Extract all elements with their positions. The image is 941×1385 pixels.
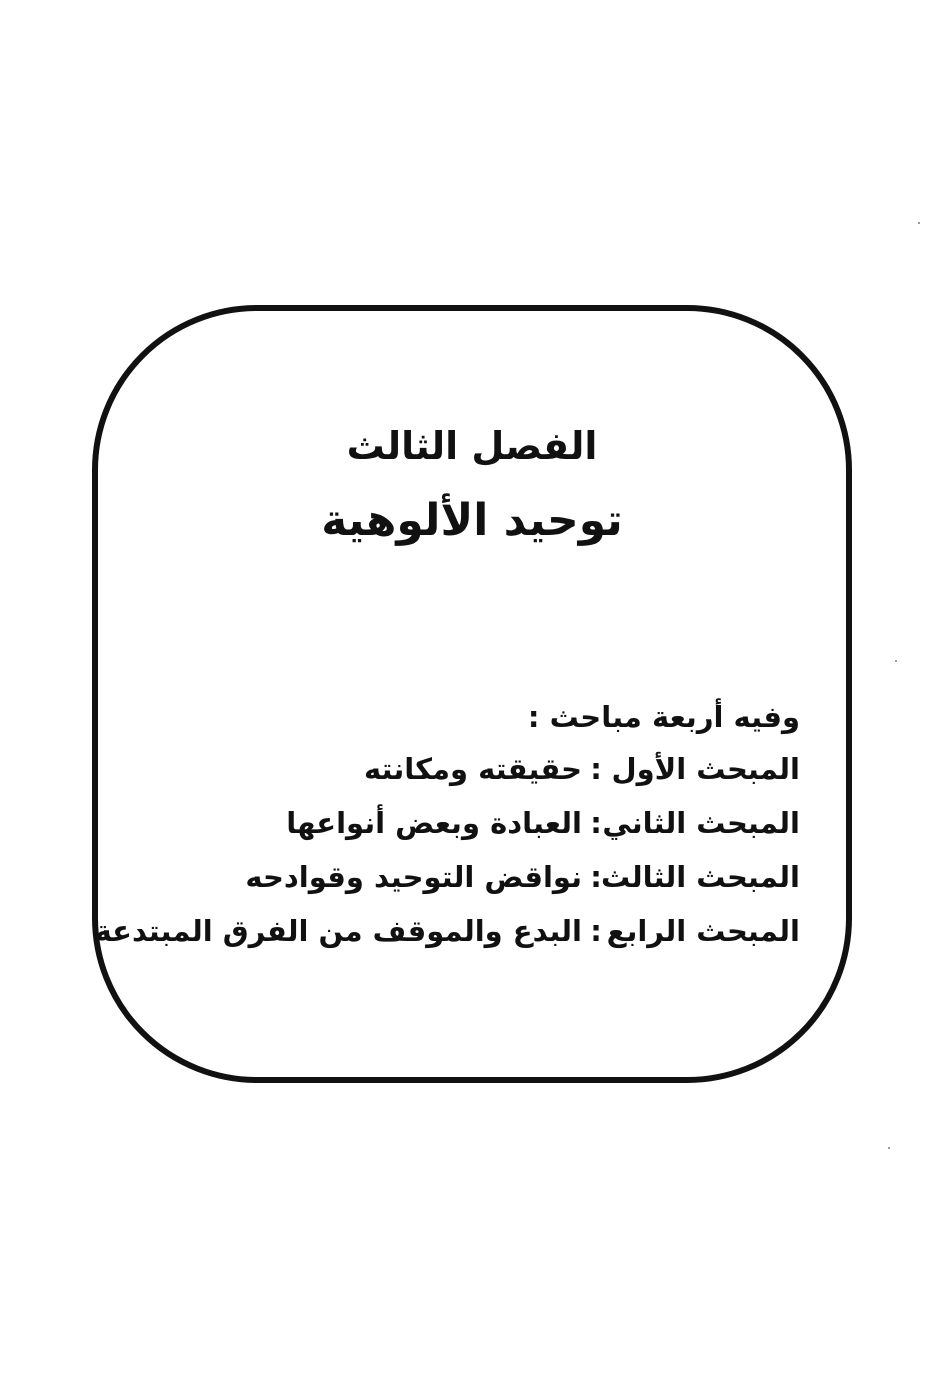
section-colon: : (590, 806, 602, 840)
section-label: المبحث الأول (611, 752, 800, 786)
section-topic: نواقض التوحيد وقوادحه (245, 860, 582, 894)
section-label: المبحث الثاني (602, 806, 800, 840)
sections-list (94, 692, 800, 958)
section-topic: حقيقته ومكانته (363, 752, 582, 786)
section-row (94, 904, 800, 958)
chapter-number: الفصل الثالث (346, 424, 598, 468)
section-topic: البدع والموقف من الفرق المبتدعة (94, 914, 582, 948)
section-colon: : (590, 860, 602, 894)
section-label: المبحث الرابع (606, 914, 800, 948)
scan-speck (895, 660, 897, 662)
section-row (120, 850, 800, 904)
section-label: المبحث الثالث (601, 860, 800, 894)
section-row (120, 796, 800, 850)
scan-speck (918, 222, 920, 224)
scan-speck (888, 1147, 890, 1149)
section-row (120, 742, 800, 796)
section-colon: : (590, 752, 602, 786)
section-colon: : (590, 914, 602, 948)
section-topic: العبادة وبعض أنواعها (286, 806, 582, 840)
chapter-title: توحيد الألوهية (321, 495, 623, 546)
sections-intro: وفيه أربعة مباحث : (527, 700, 800, 734)
